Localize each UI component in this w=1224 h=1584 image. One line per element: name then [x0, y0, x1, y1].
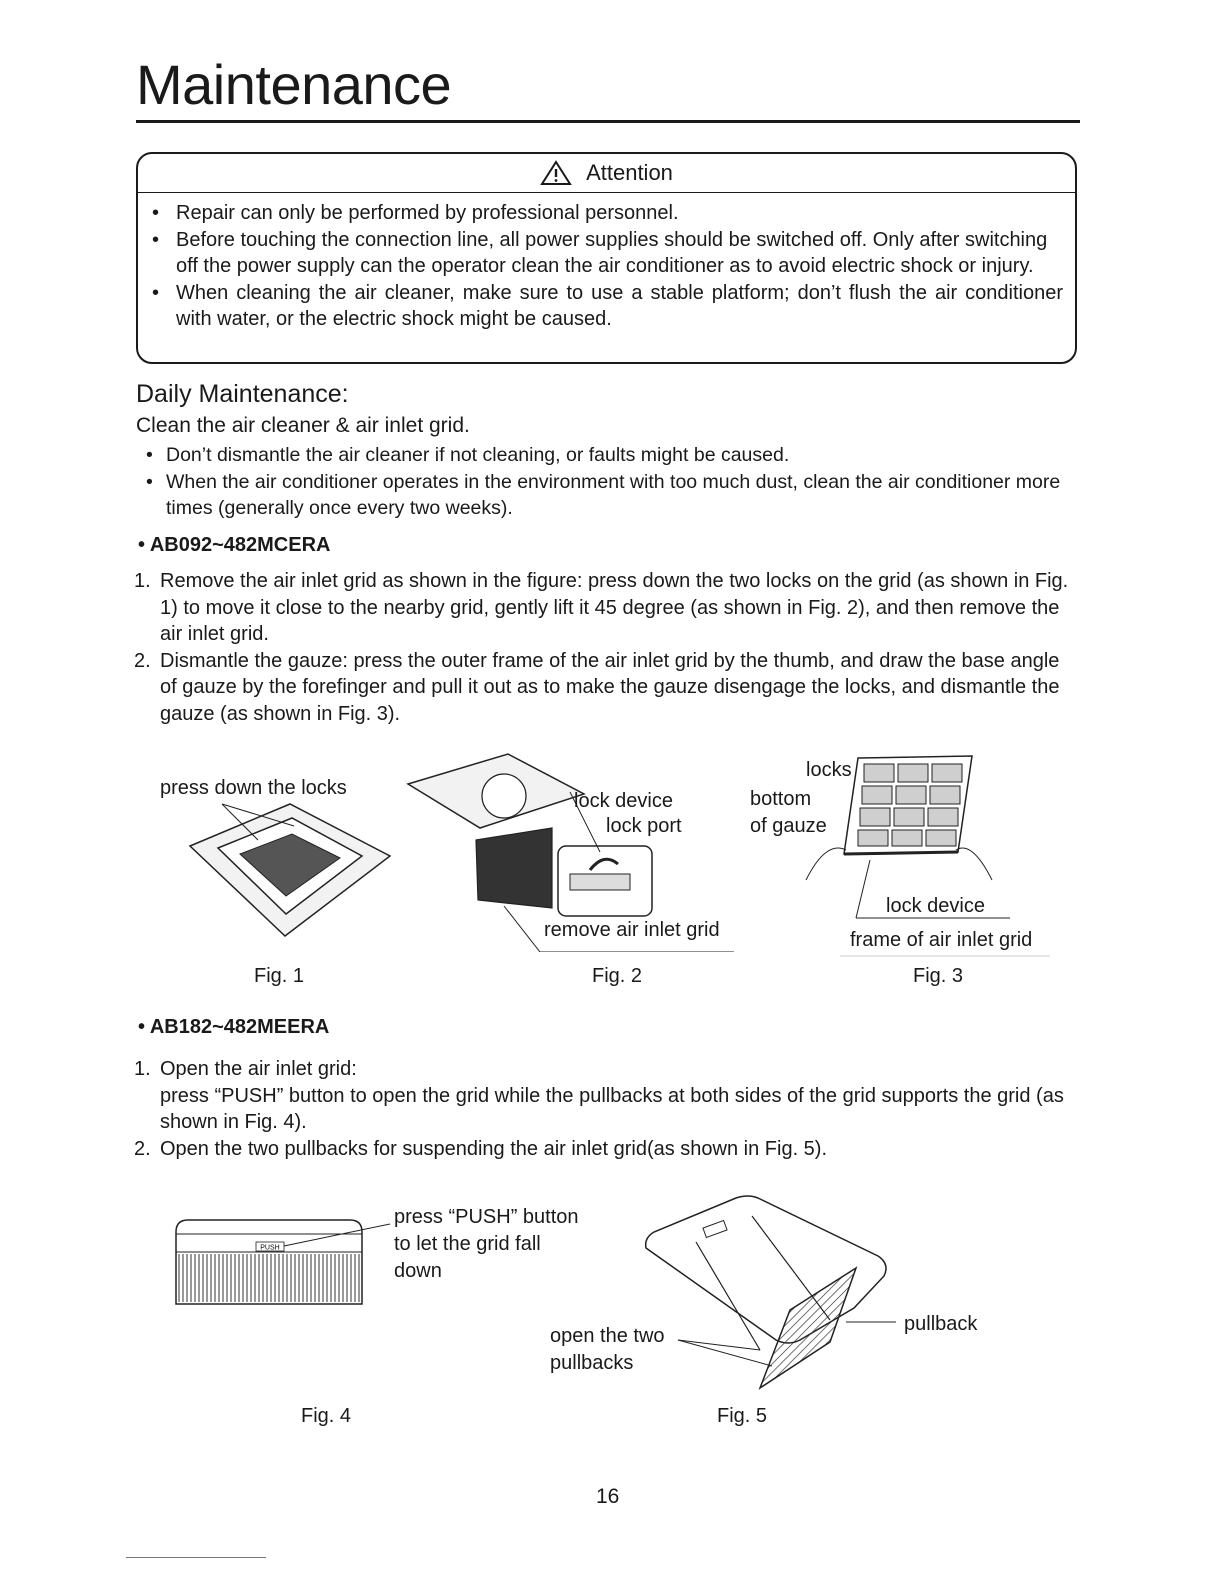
daily-heading: Daily Maintenance:	[136, 380, 349, 408]
fig1-illustration	[180, 796, 400, 946]
step-item: 2. Dismantle the gauze: press the outer frame of the air inlet grid by the thumb, and draw the base angle of gauze by the forefinger and pull it out as to make the gauze disengage the locks, and dismantle the gauze (as shown in Fig. 3).	[134, 649, 1060, 725]
fig2-caption: Fig. 2	[592, 965, 643, 987]
attention-item: • Before touching the connection line, all power supplies should be switched off. Only after switching off the power supply can the operator clean the air conditioner as to avoid electric shock or injury.	[152, 228, 1048, 277]
fig4-illustration	[174, 1218, 394, 1310]
fig2-lock-port-label: lock port	[606, 815, 682, 837]
page-number: 16	[596, 1485, 620, 1508]
warning-icon	[540, 160, 572, 186]
attention-item: • Repair can only be performed by professional personnel.	[152, 202, 679, 224]
fig3-frame-label: frame of air inlet grid	[850, 929, 1033, 951]
fig2-remove-label: remove air inlet grid	[544, 919, 720, 941]
attention-box	[136, 152, 1077, 364]
attention-item: • When cleaning the air cleaner, make sure to use a stable platform; don’t flush the air conditioner with water, or the electric shock might be caused.	[152, 281, 1063, 330]
fig4-label-line2: to let the grid fall	[394, 1233, 541, 1255]
daily-item: • Don’t dismantle the air cleaner if not cleaning, or faults might be caused.	[146, 444, 790, 466]
fig3-gauze-label: of gauze	[750, 815, 827, 837]
model-b-steps	[134, 1056, 1080, 1162]
fig4-label-line3: down	[394, 1260, 442, 1282]
push-tag-text: PUSH	[260, 1244, 280, 1252]
model-a-steps	[134, 568, 1080, 727]
fig1-locks-label: press down the locks	[160, 777, 347, 799]
fig4-caption: Fig. 4	[301, 1405, 352, 1427]
fig3-lock-device-label: lock device	[886, 895, 985, 917]
fig2-lock-device-label: lock device	[574, 790, 673, 812]
attention-header	[138, 154, 1075, 193]
fig1-caption: Fig. 1	[254, 965, 305, 987]
fig3-locks-label: locks	[806, 759, 852, 781]
step-item: 2. Open the two pullbacks for suspending the air inlet grid(as shown in Fig. 5).	[134, 1137, 828, 1160]
model-a-heading: • AB092~482MCERA	[138, 534, 331, 556]
fig5-pullback-label: pullback	[904, 1313, 978, 1335]
footer-divider	[126, 1557, 266, 1558]
fig5-open-label-2: pullbacks	[550, 1352, 634, 1374]
fig3-bottom-label: bottom	[750, 788, 812, 810]
daily-list	[146, 442, 1086, 522]
fig5-illustration	[640, 1190, 900, 1390]
page-title: Maintenance	[136, 53, 452, 116]
daily-item: • When the air conditioner operates in the environment with too much dust, clean the air conditioner more times (generally once every two weeks).	[146, 470, 1061, 519]
daily-subheading: Clean the air cleaner & air inlet grid.	[136, 414, 470, 437]
attention-title: Attention	[586, 160, 673, 185]
fig4-label-line1: press “PUSH” button	[394, 1206, 579, 1228]
fig5-caption: Fig. 5	[717, 1405, 768, 1427]
step-item: 1. Open the air inlet grid: press “PUSH” button to open the grid while the pullbacks at both sides of the grid supports the grid (as shown in Fig. 4).	[134, 1058, 1064, 1133]
attention-list	[152, 200, 1063, 333]
fig3-caption: Fig. 3	[913, 965, 964, 987]
model-b-heading: • AB182~482MEERA	[138, 1016, 330, 1038]
title-rule	[136, 120, 1080, 123]
fig5-open-label-1: open the two	[550, 1325, 665, 1347]
step-item: 1. Remove the air inlet grid as shown in the figure: press down the two locks on the grid (as shown in Fig. 1) to move it close to the nearby grid, gently lift it 45 degree (as shown in Fig. 2), and then remove the air inlet grid.	[134, 570, 1069, 645]
